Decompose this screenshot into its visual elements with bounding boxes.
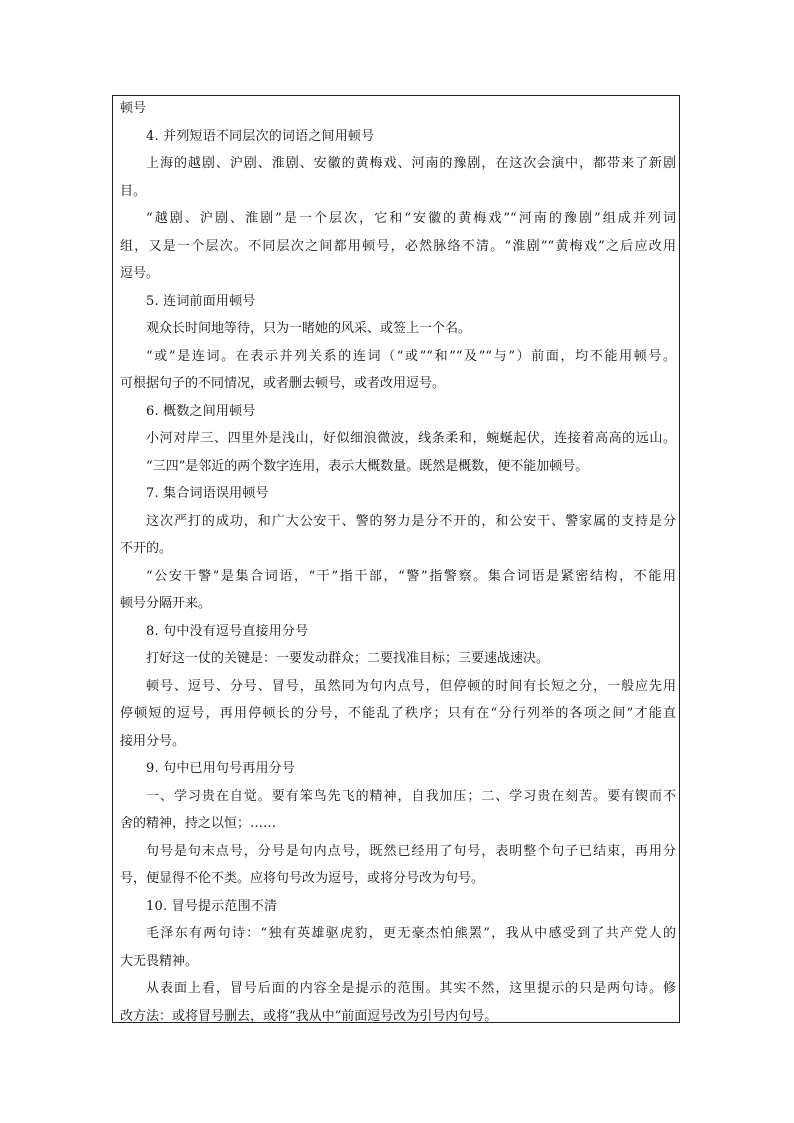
explanation-text: “三四”是邻近的两个数字连用，表示大概数量。既然是概数，便不能加顿号。 [146,458,589,474]
section-heading-6: 6. 概数之间用顿号 [146,403,256,419]
explanation-text: 从表面上看，冒号后面的内容全是提示的范围。其实不然，这里提示的只是两句诗。修 [146,981,676,996]
explanation-text-cont: 接用分号。 [120,733,186,749]
section-heading-9: 9. 句中已用句号再用分号 [146,761,296,776]
example-sentence: 一、学习贵在自觉。要有笨鸟先飞的精神，自我加压；二、学习贵在刻苦。要有锲而不 [146,788,676,804]
example-sentence-cont: 不开的。 [120,541,173,556]
document-body [120,95,676,1030]
text-line: 顿号 [120,101,147,116]
explanation-text-cont: 改方法：或将冒号删去，或将“我从中”前面逗号改为引号内句号。 [120,1008,498,1024]
explanation-text-cont: 停顿短的逗号，再用停顿长的分号，不能乱了秩序；只有在“分行列举的各项之间”才能直 [120,706,676,721]
example-sentence: 小河对岸三、四里外是浅山，好似细浪微波，线条柔和，蜿蜒起伏，连接着高高的远山。 [146,431,676,446]
explanation-text: 顿号、逗号、分号、冒号，虽然同为句内点号，但停顿的时间有长短之分，一般应先用 [146,678,676,694]
explanation-text-cont: 号，便显得不伦不类。应将句号改为逗号，或将分号改为句号。 [120,871,485,886]
example-sentence-cont: 大无畏精神。 [120,953,199,969]
explanation-text: “公安干警”是集合词语，“干”指干部，“警”指警察。集合词语是紧密结构，不能用 [146,568,676,584]
example-sentence: 上海的越剧、沪剧、淮剧、安徽的黄梅戏、河南的豫剧，在这次会演中，都带来了新剧 [146,156,676,171]
example-sentence: 这次严打的成功，和广大公安干、警的努力是分不开的，和公安干、警家属的支持是分 [146,513,676,529]
explanation-text: 句号是句末点号，分号是句内点号，既然已经用了句号，表明整个句子已结束，再用分 [146,843,676,859]
explanation-text-cont: 组，又是一个层次。不同层次之间都用顿号，必然脉络不清。“淮剧”“黄梅戏”之后应改用 [120,238,676,254]
example-sentence-cont: 目。 [120,183,147,199]
explanation-text-cont: 可根据句子的不同情况，或者删去顿号，或者改用逗号。 [120,376,446,391]
explanation-text-cont: 顿号分隔开来。 [120,596,212,611]
section-heading-4: 4. 并列短语不同层次的词语之间用顿号 [146,128,375,144]
section-heading-5: 5. 连词前面用顿号 [146,293,256,309]
explanation-text-cont: 逗号。 [120,266,160,281]
section-heading-10: 10. 冒号提示范围不清 [146,898,278,914]
example-sentence: 观众长时间地等待，只为一睹她的风采、或签上一个名。 [146,321,472,336]
example-sentence-cont: 舍的精神，持之以恒；…… [120,816,277,831]
example-sentence: 打好这一仗的关键是：一要发动群众；二要找准目标；三要速战速决。 [146,651,550,666]
section-heading-7: 7. 集合词语误用顿号 [146,486,269,501]
example-sentence: 毛泽东有两句诗：“独有英雄驱虎豹，更无豪杰怕熊罴”，我从中感受到了共产党人的 [146,926,676,941]
explanation-text: “或”是连词。在表示并列关系的连词（“或”“和”“及”“与”）前面，均不能用顿号。 [146,348,676,364]
explanation-text: “越剧、沪剧、淮剧”是一个层次，它和“安徽的黄梅戏”“河南的豫剧”组成并列词 [146,211,676,226]
section-heading-8: 8. 句中没有逗号直接用分号 [146,623,309,639]
